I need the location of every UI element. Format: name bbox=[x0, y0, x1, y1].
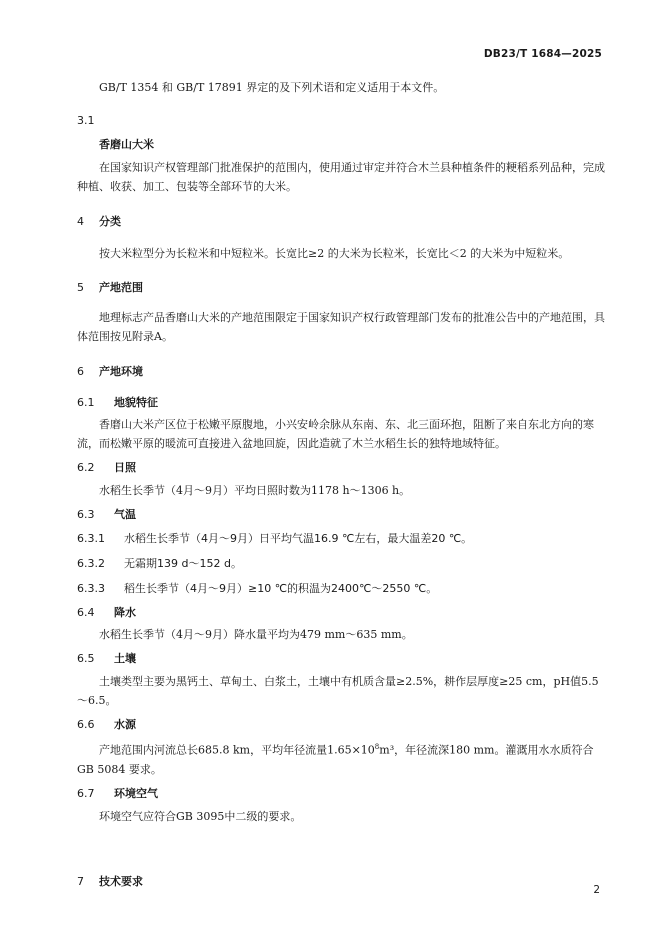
page-number: 2 bbox=[593, 884, 600, 896]
term-definition: 在国家知识产权管理部门批准保护的范围内，使用通过审定并符合木兰县种植条件的粳稻系列品种，完成种植、收获、加工、包装等全部环节的大米。 bbox=[77, 161, 605, 193]
clause-6-7-heading bbox=[77, 785, 607, 801]
section-6-title: 产地环境 bbox=[99, 365, 143, 378]
clause-6-2-title: 日照 bbox=[114, 461, 136, 474]
clause-6-3-2-text: 无霜期139 d～152 d。 bbox=[124, 557, 242, 570]
clause-6-3-1-number: 6.3.1 bbox=[77, 532, 105, 545]
clause-6-3-number: 6.3 bbox=[77, 508, 95, 521]
clause-6-3-title: 气温 bbox=[114, 508, 136, 521]
document-code: DB23/T 1684—2025 bbox=[483, 48, 602, 60]
clause-6-3-heading bbox=[77, 506, 607, 522]
clause-6-5-text: 土壤类型主要为黑钙土、草甸土、白浆土，土壤中有机质含量≥2.5%，耕作层厚度≥25 cm，pH值5.5～6.5。 bbox=[77, 675, 599, 707]
clause-6-2-text: 水稻生长季节（4月～9月）平均日照时数为1178 h～1306 h。 bbox=[99, 484, 411, 497]
clause-6-1-text: 香磨山大米产区位于松嫩平原腹地，小兴安岭余脉从东南、东、北三面环抱，阻断了来自东北方向的寒流，而松嫩平原的暖流可直接进入盆地回旋，因此造就了木兰水稻生长的独特地域特征。 bbox=[77, 418, 594, 450]
clause-6-4-text: 水稻生长季节（4月～9月）降水量平均为479 mm～635 mm。 bbox=[99, 628, 413, 641]
term-title: 香磨山大米 bbox=[99, 138, 154, 151]
section-4-title: 分类 bbox=[99, 215, 121, 228]
section-4-text: 按大米粒型分为长粒米和中短粒米。长宽比≥2 的大米为长粒米，长宽比＜2 的大米为中短粒米。 bbox=[99, 247, 570, 260]
section-7-heading bbox=[77, 873, 607, 889]
section-6-number: 6 bbox=[77, 365, 84, 378]
clause-3-1-number: 3.1 bbox=[77, 114, 95, 127]
clause-6-3-1-text: 水稻生长季节（4月～9月）日平均气温16.9 ℃左右，最大温差20 ℃。 bbox=[124, 532, 473, 545]
clause-6-4-title: 降水 bbox=[114, 606, 136, 619]
clause-6-6-heading bbox=[77, 716, 607, 732]
clause-6-1-heading bbox=[77, 394, 607, 410]
section-4-number: 4 bbox=[77, 215, 84, 228]
clause-6-4-number: 6.4 bbox=[77, 606, 95, 619]
section-5-text: 地理标志产品香磨山大米的产地范围限定于国家知识产权行政管理部门发布的批准公告中的产地范围，具体范围按见附录A。 bbox=[77, 311, 605, 343]
clause-6-3-3-text: 稻生长季节（4月～9月）≥10 ℃的积温为2400℃～2550 ℃。 bbox=[124, 582, 438, 595]
clause-6-2-number: 6.2 bbox=[77, 461, 95, 474]
clause-6-7-number: 6.7 bbox=[77, 786, 95, 800]
section-5-number: 5 bbox=[77, 281, 84, 294]
section-6-heading bbox=[77, 363, 607, 379]
section-4-heading bbox=[77, 213, 607, 229]
clause-6-2-heading bbox=[77, 459, 607, 475]
clause-6-5-title: 土壤 bbox=[114, 652, 136, 665]
clause-6-6-text-a: 产地范围内河流总长685.8 km，平均年径流量1.65×10 bbox=[99, 743, 375, 757]
section-7-number: 7 bbox=[77, 874, 84, 888]
clause-6-7-text: 环境空气应符合GB 3095中二级的要求。 bbox=[99, 809, 302, 823]
clause-6-7-title: 环境空气 bbox=[114, 786, 158, 800]
clause-6-6-text bbox=[77, 738, 607, 779]
section-7-title: 技术要求 bbox=[99, 874, 143, 888]
clause-6-3-3-number: 6.3.3 bbox=[77, 582, 105, 595]
document-body bbox=[77, 78, 607, 889]
clause-6-4-heading bbox=[77, 604, 607, 620]
clause-6-5-heading bbox=[77, 650, 607, 666]
exponent: 8 bbox=[374, 743, 380, 751]
intro-paragraph: GB/T 1354 和 GB/T 17891 界定的及下列术语和定义适用于本文件。 bbox=[99, 81, 445, 94]
section-5-heading bbox=[77, 279, 607, 295]
clause-6-6-number: 6.6 bbox=[77, 718, 95, 731]
clause-6-1-title: 地貌特征 bbox=[114, 396, 158, 409]
clause-6-3-3 bbox=[77, 579, 607, 598]
section-5-title: 产地范围 bbox=[99, 281, 143, 294]
clause-6-6-text-b: m³，年径流深180 mm。灌溉用水水质符合GB 5084 要求。 bbox=[77, 743, 594, 776]
clause-6-3-2 bbox=[77, 554, 607, 573]
clause-6-3-1 bbox=[77, 529, 607, 548]
clause-6-3-2-number: 6.3.2 bbox=[77, 557, 105, 570]
clause-6-5-number: 6.5 bbox=[77, 652, 95, 665]
clause-6-6-title: 水源 bbox=[114, 718, 136, 731]
clause-6-1-number: 6.1 bbox=[77, 396, 95, 409]
